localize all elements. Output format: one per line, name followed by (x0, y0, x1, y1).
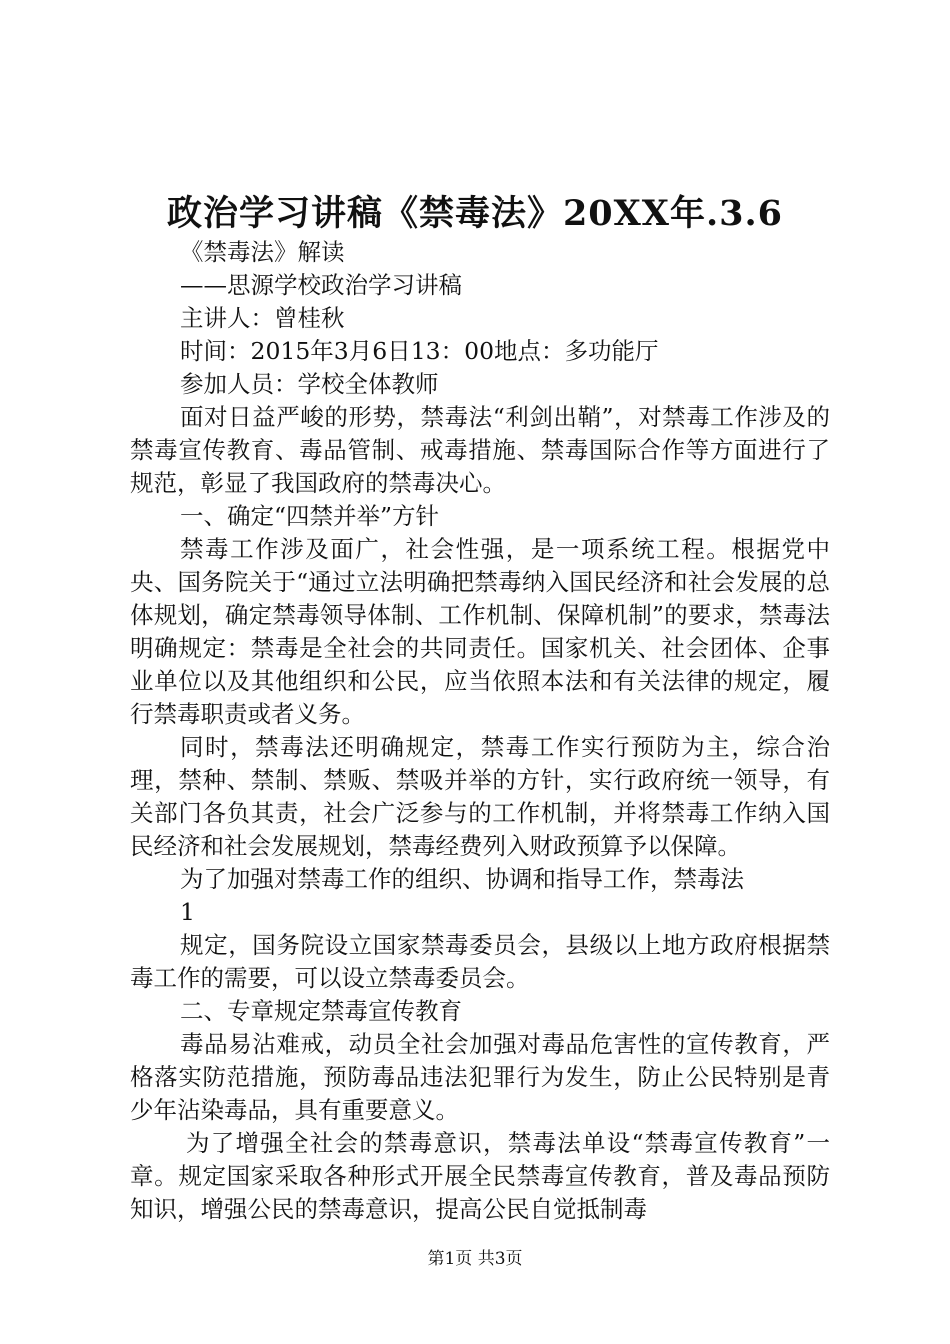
subtitle-line: ——思源学校政治学习讲稿 (180, 271, 462, 299)
paragraph: 面对日益严峻的形势，禁毒法“利剑出鞘”，对禁毒工作涉及的禁毒宣传教育、毒品管制、戒毒措施、禁毒国际合作等方面进行了规范，彰显了我国政府的禁毒决心。 (130, 403, 830, 497)
time-location-line: 时间：2015年3月6日13：00地点：多功能厅 (180, 337, 659, 365)
subtitle-line: 《禁毒法》解读 (180, 238, 345, 266)
paragraph: 为了增强全社会的禁毒意识，禁毒法单设“禁毒宣传教育”一章。规定国家采取各种形式开展全民禁毒宣传教育，普及毒品预防知识，增强公民的禁毒意识，提高公民自觉抵制毒 (130, 1129, 830, 1223)
paragraph: 毒品易沾难戒，动员全社会加强对毒品危害性的宣传教育，严格落实防范措施，预防毒品违法犯罪行为发生，防止公民特别是青少年沾染毒品，具有重要意义。 (130, 1030, 830, 1124)
document-title: 政治学习讲稿《禁毒法》20XX年.3.6 (166, 193, 784, 234)
page-footer: 第1页 共3页 (427, 1249, 523, 1269)
paragraph: 为了加强对禁毒工作的组织、协调和指导工作，禁毒法 (180, 865, 744, 893)
paragraph: 规定，国务院设立国家禁毒委员会，县级以上地方政府根据禁毒工作的需要，可以设立禁毒委员会。 (130, 931, 830, 992)
attendees-line: 参加人员：学校全体教师 (180, 370, 439, 398)
section-heading: 二、专章规定禁毒宣传教育 (180, 997, 462, 1025)
speaker-line: 主讲人：曾桂秋 (180, 304, 345, 332)
section-heading: 一、确定“四禁并举”方针 (180, 502, 440, 530)
paragraph: 同时，禁毒法还明确规定，禁毒工作实行预防为主，综合治理，禁种、禁制、禁贩、禁吸并举的方针，实行政府统一领导，有关部门各负其责，社会广泛参与的工作机制，并将禁毒工作纳入国民经济和社会发展规划，禁毒经费列入财政预算予以保障。 (130, 733, 830, 860)
inline-page-number: 1 (180, 898, 195, 926)
document-body (130, 236, 830, 1226)
paragraph: 禁毒工作涉及面广，社会性强，是一项系统工程。根据党中央、国务院关于“通过立法明确把禁毒纳入国民经济和社会发展的总体规划，确定禁毒领导体制、工作机制、保障机制”的要求，禁毒法明确规定：禁毒是全社会的共同责任。国家机关、社会团体、企事业单位以及其他组织和公民，应当依照本法和有关法律的规定，履行禁毒职责或者义务。 (130, 535, 830, 728)
